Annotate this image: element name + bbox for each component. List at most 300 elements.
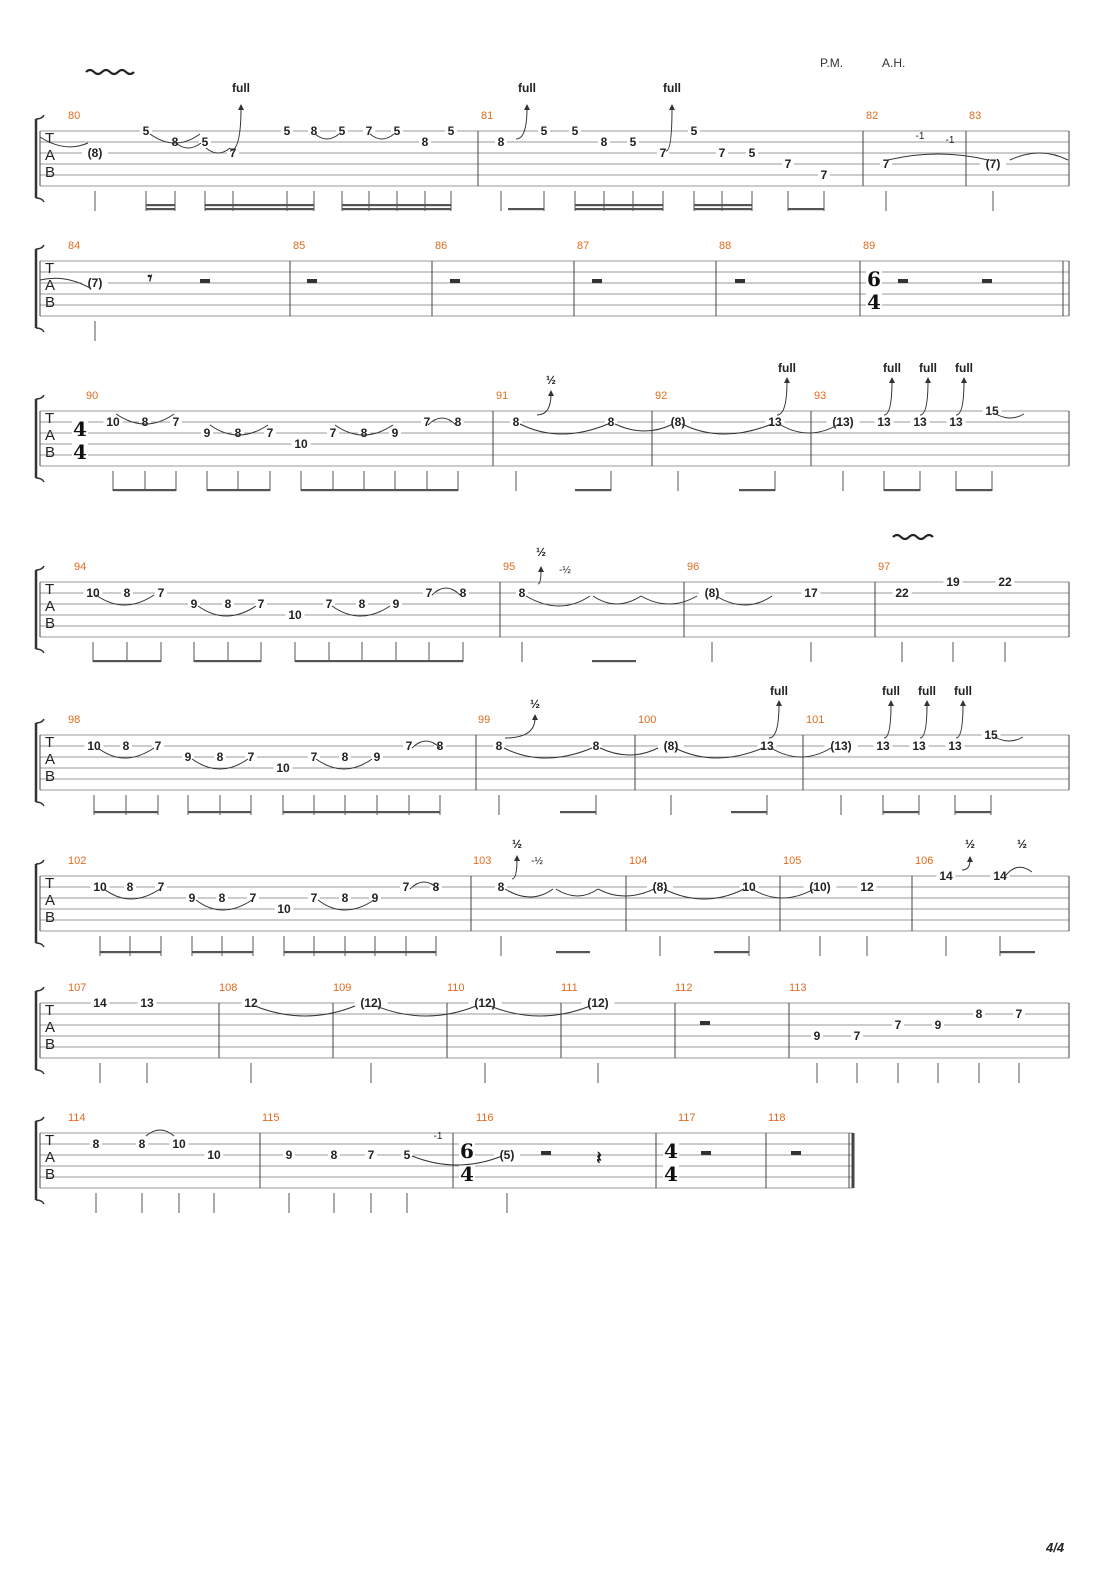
time-signature-denominator: 4 bbox=[73, 440, 87, 464]
tab-system bbox=[36, 545, 1069, 662]
fret-number: 14 bbox=[939, 869, 953, 883]
bend-label: ½ bbox=[545, 373, 557, 387]
bend-label: ½ bbox=[529, 697, 541, 711]
whole-rest bbox=[701, 1151, 711, 1155]
tie-slur bbox=[206, 148, 230, 153]
fret-number: 14 bbox=[993, 869, 1007, 883]
measure-number: 110 bbox=[447, 982, 465, 994]
note-beam bbox=[694, 208, 752, 210]
fret-number: 7 bbox=[425, 586, 433, 600]
note-beam bbox=[283, 811, 377, 813]
whole-rest bbox=[735, 279, 745, 283]
fret-number: 8 bbox=[138, 1137, 146, 1151]
fret-number: 10 bbox=[288, 608, 302, 622]
bend-arrow bbox=[516, 108, 527, 139]
bend-label: full bbox=[882, 684, 900, 698]
note-beam bbox=[146, 208, 175, 210]
fret-number: 5 bbox=[201, 135, 209, 149]
fret-number: 5 bbox=[142, 124, 150, 138]
fret-number: 8 bbox=[454, 415, 462, 429]
bend-label: full bbox=[232, 81, 250, 95]
measure-number: 100 bbox=[638, 714, 657, 726]
note-beam bbox=[377, 811, 440, 813]
tie-slur bbox=[412, 1156, 502, 1165]
fret-number: 9 bbox=[813, 1029, 821, 1043]
fret-number: 7 bbox=[423, 415, 431, 429]
tab-clef-letter: T bbox=[45, 734, 55, 751]
bend-arrow bbox=[920, 704, 927, 738]
note-beam bbox=[396, 660, 463, 662]
bend-label: -½ bbox=[559, 565, 571, 576]
tie-slur bbox=[615, 424, 673, 431]
bend-arrow bbox=[920, 381, 928, 415]
fret-number: 8 bbox=[126, 880, 134, 894]
fret-number: 7 bbox=[367, 1148, 375, 1162]
measure-number: 99 bbox=[478, 714, 491, 726]
tab-clef-letter: A bbox=[45, 277, 56, 294]
measure-number: 85 bbox=[293, 240, 306, 252]
tab-system bbox=[36, 837, 1069, 956]
tab-clef-letter: B bbox=[45, 294, 56, 311]
vibrato-mark bbox=[893, 535, 933, 539]
note-beam bbox=[146, 204, 175, 206]
tie-slur bbox=[505, 889, 553, 897]
tab-clef-letter: T bbox=[45, 875, 55, 892]
time-signature-denominator: 4 bbox=[460, 1162, 474, 1186]
bend-label: ½ bbox=[1016, 837, 1028, 851]
bend-label: -½ bbox=[531, 856, 543, 867]
fret-number: (8) bbox=[652, 880, 668, 894]
fret-number: 10 bbox=[106, 415, 120, 429]
note-beam bbox=[575, 208, 663, 210]
fret-number: 10 bbox=[742, 880, 756, 894]
measure-number: 87 bbox=[577, 240, 590, 252]
bend-label: full bbox=[770, 684, 788, 698]
measure-number: 86 bbox=[435, 240, 448, 252]
fret-number: 13 bbox=[876, 739, 890, 753]
rest-symbol: 𝄾 bbox=[147, 268, 153, 289]
fret-number: 8 bbox=[123, 586, 131, 600]
fret-number: 13 bbox=[768, 415, 782, 429]
note-beam bbox=[714, 951, 749, 953]
note-beam bbox=[560, 811, 596, 813]
fret-number: 10 bbox=[87, 739, 101, 753]
fret-number: 14 bbox=[93, 996, 107, 1010]
tie-slur bbox=[1010, 153, 1068, 160]
note-beam bbox=[955, 811, 991, 813]
bend-arrow bbox=[884, 704, 891, 738]
fret-number: 5 bbox=[571, 124, 579, 138]
fret-number: 8 bbox=[592, 739, 600, 753]
palm-mute-label: P.M. bbox=[820, 56, 844, 70]
tab-system bbox=[36, 1112, 853, 1213]
measure-number: 80 bbox=[68, 110, 81, 122]
measure-number: 109 bbox=[333, 982, 352, 994]
tab-clef-letter: A bbox=[45, 751, 56, 768]
fret-number: 7 bbox=[1015, 1007, 1023, 1021]
bend-arrowhead bbox=[524, 104, 530, 110]
rest-symbol: 𝄽 bbox=[596, 1148, 602, 1169]
fret-number: (8) bbox=[663, 739, 679, 753]
bend-arrowhead bbox=[776, 700, 782, 706]
note-beam bbox=[788, 208, 824, 210]
fret-number: 7 bbox=[402, 880, 410, 894]
fret-number: 7 bbox=[659, 146, 667, 160]
bend-label: full bbox=[918, 684, 936, 698]
measure-number: 104 bbox=[629, 855, 648, 867]
time-signature-numerator: 4 bbox=[73, 417, 87, 441]
fret-number: 7 bbox=[718, 146, 726, 160]
whole-rest bbox=[700, 1021, 710, 1025]
measure-number: 114 bbox=[68, 1112, 86, 1124]
note-beam bbox=[1000, 951, 1035, 953]
fret-number: 9 bbox=[285, 1148, 293, 1162]
fret-number: 13 bbox=[948, 739, 962, 753]
fret-number: 8 bbox=[436, 739, 444, 753]
fret-number: 8 bbox=[518, 586, 526, 600]
bend-arrowhead bbox=[967, 856, 973, 862]
time-signature-denominator: 4 bbox=[664, 1162, 678, 1186]
measure-number: 116 bbox=[476, 1112, 494, 1124]
fret-number: 5 bbox=[540, 124, 548, 138]
bend-arrowhead bbox=[889, 377, 895, 383]
tie-slur bbox=[432, 588, 460, 595]
tie-slur bbox=[556, 889, 598, 896]
bend-label: -1 bbox=[915, 131, 925, 142]
whole-rest bbox=[307, 279, 317, 283]
fret-number: 9 bbox=[203, 426, 211, 440]
tie-slur bbox=[771, 748, 831, 757]
note-beam bbox=[508, 208, 544, 210]
note-beam bbox=[194, 660, 261, 662]
fret-number: 8 bbox=[495, 739, 503, 753]
measure-number: 101 bbox=[806, 714, 825, 726]
measure-number: 107 bbox=[68, 982, 87, 994]
bend-arrowhead bbox=[925, 377, 931, 383]
vibrato-mark bbox=[86, 70, 134, 74]
note-beam bbox=[113, 489, 176, 491]
bend-arrowhead bbox=[669, 104, 675, 110]
bend-arrowhead bbox=[548, 390, 554, 396]
whole-rest bbox=[982, 279, 992, 283]
fret-number: 8 bbox=[432, 880, 440, 894]
bend-label: full bbox=[955, 361, 973, 375]
fret-number: 7 bbox=[266, 426, 274, 440]
measure-number: 112 bbox=[675, 982, 693, 994]
tab-clef-letter: A bbox=[45, 147, 56, 164]
note-beam bbox=[342, 204, 451, 206]
whole-rest bbox=[592, 279, 602, 283]
note-beam bbox=[205, 208, 314, 210]
fret-number: 7 bbox=[784, 157, 792, 171]
fret-number: 10 bbox=[294, 437, 308, 451]
tab-clef-letter: T bbox=[45, 581, 55, 598]
fret-number: 7 bbox=[157, 586, 165, 600]
fret-number: (13) bbox=[830, 739, 852, 753]
fret-number: 8 bbox=[341, 891, 349, 905]
fret-number: 8 bbox=[459, 586, 467, 600]
fret-number: 9 bbox=[190, 597, 198, 611]
fret-number: 9 bbox=[391, 426, 399, 440]
fret-number: 12 bbox=[244, 996, 258, 1010]
fret-number: 7 bbox=[325, 597, 333, 611]
fret-number: 7 bbox=[310, 891, 318, 905]
bend-arrowhead bbox=[238, 104, 244, 110]
fret-number: 13 bbox=[877, 415, 891, 429]
fret-number: (12) bbox=[474, 996, 496, 1010]
note-beam bbox=[739, 489, 775, 491]
page-number: 4/4 bbox=[1046, 1540, 1065, 1555]
tab-clef-letter: A bbox=[45, 892, 56, 909]
whole-rest bbox=[200, 279, 210, 283]
fret-number: 10 bbox=[86, 586, 100, 600]
tab-clef-letter: A bbox=[45, 1149, 56, 1166]
measure-number: 92 bbox=[655, 390, 668, 402]
measure-number: 102 bbox=[68, 855, 87, 867]
measure-number: 90 bbox=[86, 390, 99, 402]
tab-clef-letter: B bbox=[45, 444, 56, 461]
measure-number: 93 bbox=[814, 390, 827, 402]
note-beam bbox=[556, 951, 590, 953]
whole-rest bbox=[541, 1151, 551, 1155]
bend-label: ½ bbox=[535, 545, 547, 559]
note-beam bbox=[694, 204, 752, 206]
bend-label: full bbox=[518, 81, 536, 95]
note-beam bbox=[883, 811, 919, 813]
bend-arrowhead bbox=[784, 377, 790, 383]
tie-slur bbox=[593, 596, 641, 604]
fret-number: 8 bbox=[218, 891, 226, 905]
tie-slur bbox=[641, 596, 697, 604]
fret-number: 8 bbox=[310, 124, 318, 138]
tab-clef-letter: T bbox=[45, 410, 55, 427]
bend-label: full bbox=[954, 684, 972, 698]
bend-label: full bbox=[663, 81, 681, 95]
fret-number: 8 bbox=[234, 426, 242, 440]
bend-arrow bbox=[230, 108, 241, 151]
fret-number: 8 bbox=[421, 135, 429, 149]
bend-label: full bbox=[919, 361, 937, 375]
measure-number: 83 bbox=[969, 110, 982, 122]
measure-number: 118 bbox=[768, 1112, 786, 1124]
measure-number: 103 bbox=[473, 855, 492, 867]
bend-arrow bbox=[777, 381, 787, 415]
fret-number: 9 bbox=[934, 1018, 942, 1032]
bend-arrow bbox=[537, 394, 551, 415]
fret-number: 10 bbox=[93, 880, 107, 894]
fret-number: 8 bbox=[600, 135, 608, 149]
bend-label: ½ bbox=[964, 837, 976, 851]
note-beam bbox=[207, 489, 270, 491]
fret-number: 7 bbox=[853, 1029, 861, 1043]
tab-clef-letter: B bbox=[45, 1036, 56, 1053]
whole-rest bbox=[450, 279, 460, 283]
fret-number: 22 bbox=[895, 586, 909, 600]
note-beam bbox=[731, 811, 767, 813]
fret-number: 8 bbox=[360, 426, 368, 440]
fret-number: 8 bbox=[975, 1007, 983, 1021]
bend-arrowhead bbox=[532, 714, 538, 720]
note-beam bbox=[205, 204, 314, 206]
measure-number: 89 bbox=[863, 240, 876, 252]
fret-number: (8) bbox=[87, 146, 103, 160]
fret-number: (12) bbox=[587, 996, 609, 1010]
tab-clef-letter: B bbox=[45, 909, 56, 926]
fret-number: 7 bbox=[894, 1018, 902, 1032]
tab-clef-letter: B bbox=[45, 615, 56, 632]
fret-number: 5 bbox=[338, 124, 346, 138]
fret-number: 15 bbox=[984, 728, 998, 742]
fret-number: 5 bbox=[447, 124, 455, 138]
note-beam bbox=[575, 489, 611, 491]
fret-number: 8 bbox=[171, 135, 179, 149]
bend-arrow bbox=[666, 108, 672, 151]
fret-number: 13 bbox=[140, 996, 154, 1010]
fret-number: 7 bbox=[882, 157, 890, 171]
tab-clef-letter: T bbox=[45, 260, 55, 277]
measure-number: 111 bbox=[561, 982, 578, 994]
measure-number: 117 bbox=[678, 1112, 696, 1124]
tab-clef-letter: B bbox=[45, 1166, 56, 1183]
fret-number: 22 bbox=[998, 575, 1012, 589]
measure-number: 108 bbox=[219, 982, 238, 994]
fret-number: 7 bbox=[249, 891, 257, 905]
fret-number: 7 bbox=[329, 426, 337, 440]
bend-arrow bbox=[956, 704, 963, 738]
fret-number: 8 bbox=[92, 1137, 100, 1151]
fret-number: 7 bbox=[405, 739, 413, 753]
fret-number: 8 bbox=[141, 415, 149, 429]
bend-arrowhead bbox=[924, 700, 930, 706]
tab-system bbox=[36, 81, 1069, 211]
measure-number: 97 bbox=[878, 561, 891, 573]
tab-system bbox=[36, 684, 1069, 815]
time-signature-denominator: 4 bbox=[867, 290, 881, 314]
note-beam bbox=[884, 489, 920, 491]
fret-number: 9 bbox=[392, 597, 400, 611]
note-beam bbox=[284, 951, 375, 953]
fret-number: 7 bbox=[310, 750, 318, 764]
bend-label: full bbox=[778, 361, 796, 375]
fret-number: 5 bbox=[629, 135, 637, 149]
fret-number: 8 bbox=[216, 750, 224, 764]
note-beam bbox=[295, 660, 396, 662]
time-signature-numerator: 6 bbox=[460, 1139, 474, 1163]
note-beam bbox=[188, 811, 251, 813]
fret-number: 9 bbox=[188, 891, 196, 905]
fret-number: 5 bbox=[393, 124, 401, 138]
fret-number: 7 bbox=[157, 880, 165, 894]
bend-label: ½ bbox=[511, 837, 523, 851]
bend-label: -1 bbox=[945, 135, 955, 146]
fret-number: 13 bbox=[912, 739, 926, 753]
measure-number: 96 bbox=[687, 561, 700, 573]
note-beam bbox=[192, 951, 253, 953]
note-beam bbox=[592, 660, 636, 662]
fret-number: 7 bbox=[229, 146, 237, 160]
tab-clef-letter: A bbox=[45, 1019, 56, 1036]
note-beam bbox=[956, 489, 992, 491]
bend-label: -1 bbox=[433, 1131, 443, 1142]
fret-number: 10 bbox=[207, 1148, 221, 1162]
fret-number: 8 bbox=[512, 415, 520, 429]
measure-number: 98 bbox=[68, 714, 81, 726]
fret-number: 7 bbox=[365, 124, 373, 138]
measure-number: 115 bbox=[262, 1112, 280, 1124]
measure-number: 91 bbox=[496, 390, 509, 402]
fret-number: 13 bbox=[760, 739, 774, 753]
fret-number: 8 bbox=[330, 1148, 338, 1162]
tab-clef-letter: A bbox=[45, 598, 56, 615]
time-signature-numerator: 6 bbox=[867, 267, 881, 291]
bend-arrowhead bbox=[514, 855, 520, 861]
fret-number: 8 bbox=[358, 597, 366, 611]
fret-number: 5 bbox=[403, 1148, 411, 1162]
measure-number: 95 bbox=[503, 561, 516, 573]
measure-number: 84 bbox=[68, 240, 81, 252]
tab-system bbox=[36, 982, 1069, 1083]
fret-number: 8 bbox=[497, 880, 505, 894]
tab-system bbox=[36, 361, 1069, 491]
note-beam bbox=[93, 660, 161, 662]
tab-clef-letter: T bbox=[45, 1132, 55, 1149]
tab-clef-letter: B bbox=[45, 768, 56, 785]
note-beam bbox=[575, 204, 663, 206]
fret-number: 15 bbox=[985, 404, 999, 418]
tab-clef-letter: T bbox=[45, 1002, 55, 1019]
note-beam bbox=[94, 811, 158, 813]
fret-number: (7) bbox=[87, 276, 103, 290]
fret-number: (5) bbox=[499, 1148, 515, 1162]
fret-number: 7 bbox=[172, 415, 180, 429]
fret-number: 9 bbox=[373, 750, 381, 764]
measure-number: 81 bbox=[481, 110, 494, 122]
time-signature-numerator: 4 bbox=[664, 1139, 678, 1163]
note-beam bbox=[395, 489, 458, 491]
fret-number: 8 bbox=[607, 415, 615, 429]
measure-number: 88 bbox=[719, 240, 732, 252]
fret-number: 9 bbox=[371, 891, 379, 905]
fret-number: 5 bbox=[748, 146, 756, 160]
tab-clef-letter: T bbox=[45, 130, 55, 147]
measure-number: 82 bbox=[866, 110, 879, 122]
bend-arrowhead bbox=[538, 566, 544, 572]
whole-rest bbox=[898, 279, 908, 283]
tab-system bbox=[36, 240, 1069, 341]
tab-clef-letter: B bbox=[45, 164, 56, 181]
measure-number: 113 bbox=[789, 982, 807, 994]
tab-clef-letter: A bbox=[45, 427, 56, 444]
fret-number: (10) bbox=[809, 880, 831, 894]
whole-rest bbox=[791, 1151, 801, 1155]
fret-number: (7) bbox=[985, 157, 1001, 171]
fret-number: (12) bbox=[360, 996, 382, 1010]
bend-arrow bbox=[884, 381, 892, 415]
artificial-harmonic-label: A.H. bbox=[882, 56, 906, 70]
fret-number: 7 bbox=[154, 739, 162, 753]
fret-number: 10 bbox=[276, 761, 290, 775]
measure-number: 94 bbox=[74, 561, 87, 573]
fret-number: 7 bbox=[257, 597, 265, 611]
fret-number: 10 bbox=[172, 1137, 186, 1151]
bend-arrowhead bbox=[888, 700, 894, 706]
fret-number: 5 bbox=[283, 124, 291, 138]
measure-number: 105 bbox=[783, 855, 802, 867]
note-beam bbox=[342, 208, 451, 210]
note-beam bbox=[100, 951, 161, 953]
bend-arrowhead bbox=[961, 377, 967, 383]
fret-number: 17 bbox=[804, 586, 818, 600]
